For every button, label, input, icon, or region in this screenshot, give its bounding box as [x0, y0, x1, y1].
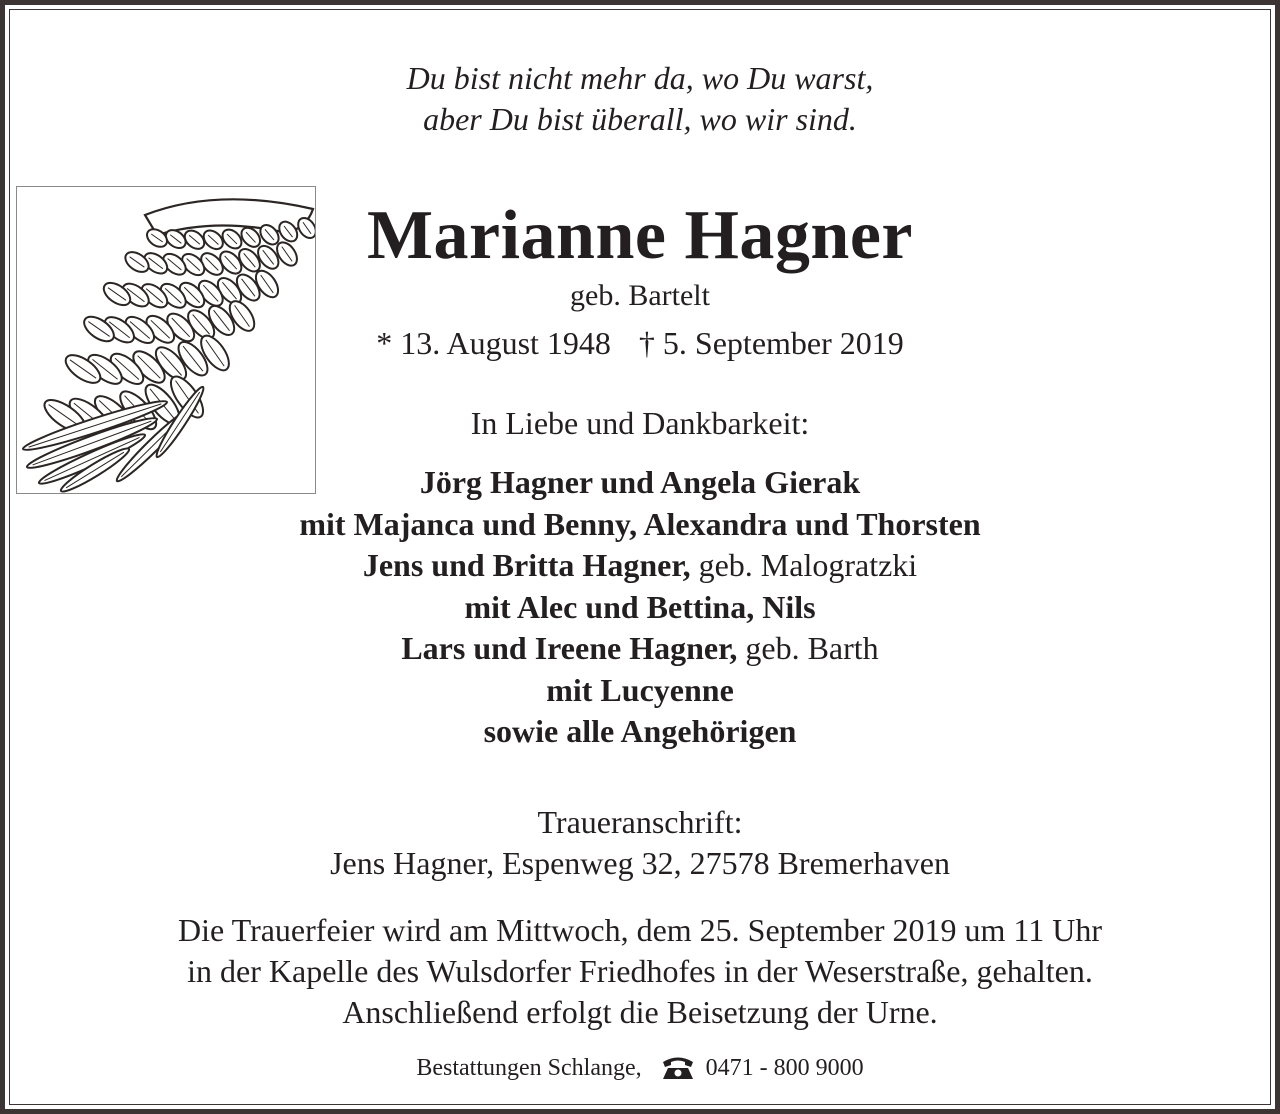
address-value: Jens Hagner, Espenweg 32, 27578 Bremerhaven	[330, 845, 950, 881]
dedication-line: In Liebe und Dankbarkeit:	[470, 405, 810, 441]
service-line: in der Kapelle des Wulsdorfer Friedhofes in der Weserstraße, gehalten.	[187, 953, 1093, 989]
life-dates	[0, 324, 1280, 362]
deceased-name: Marianne Hagner	[366, 197, 914, 274]
death-date: † 5. September 2019	[638, 325, 904, 361]
quote-line-1: Du bist nicht mehr da, wo Du warst,	[406, 60, 874, 96]
mourners-list	[0, 462, 1280, 753]
mourner-line: Jens und Britta Hagner, geb. Malogratzki	[362, 547, 918, 583]
phone-number: 0471 - 800 9000	[705, 1055, 864, 1081]
mourner-line: mit Majanca und Benny, Alexandra und Thorsten	[299, 505, 981, 542]
undertaker-name: Bestattungen Schlange,	[416, 1055, 642, 1081]
mourner-line: Lars und Ireene Hagner, geb. Barth	[401, 630, 879, 666]
quote-line-2: aber Du bist überall, wo wir sind.	[423, 101, 857, 137]
funeral-service-info	[0, 910, 1280, 1033]
mourner-line: mit Alec und Bettina, Nils	[464, 588, 816, 625]
condolence-address	[0, 802, 1280, 884]
birth-name: geb. Bartelt	[570, 279, 710, 312]
service-line: Die Trauerfeier wird am Mittwoch, dem 25. September 2019 um 11 Uhr	[178, 912, 1102, 948]
service-line: Anschließend erfolgt die Beisetzung der Urne.	[342, 994, 938, 1030]
memorial-quote	[0, 58, 1280, 140]
address-label: Traueranschrift:	[537, 804, 743, 840]
birth-date: * 13. August 1948	[376, 325, 611, 361]
telephone-icon	[660, 1053, 696, 1090]
mourner-line: sowie alle Angehörigen	[483, 713, 797, 749]
mourner-line: mit Lucyenne	[546, 671, 734, 708]
undertaker-footer	[0, 1052, 1280, 1090]
mourner-line: Jörg Hagner und Angela Gierak	[419, 464, 861, 500]
